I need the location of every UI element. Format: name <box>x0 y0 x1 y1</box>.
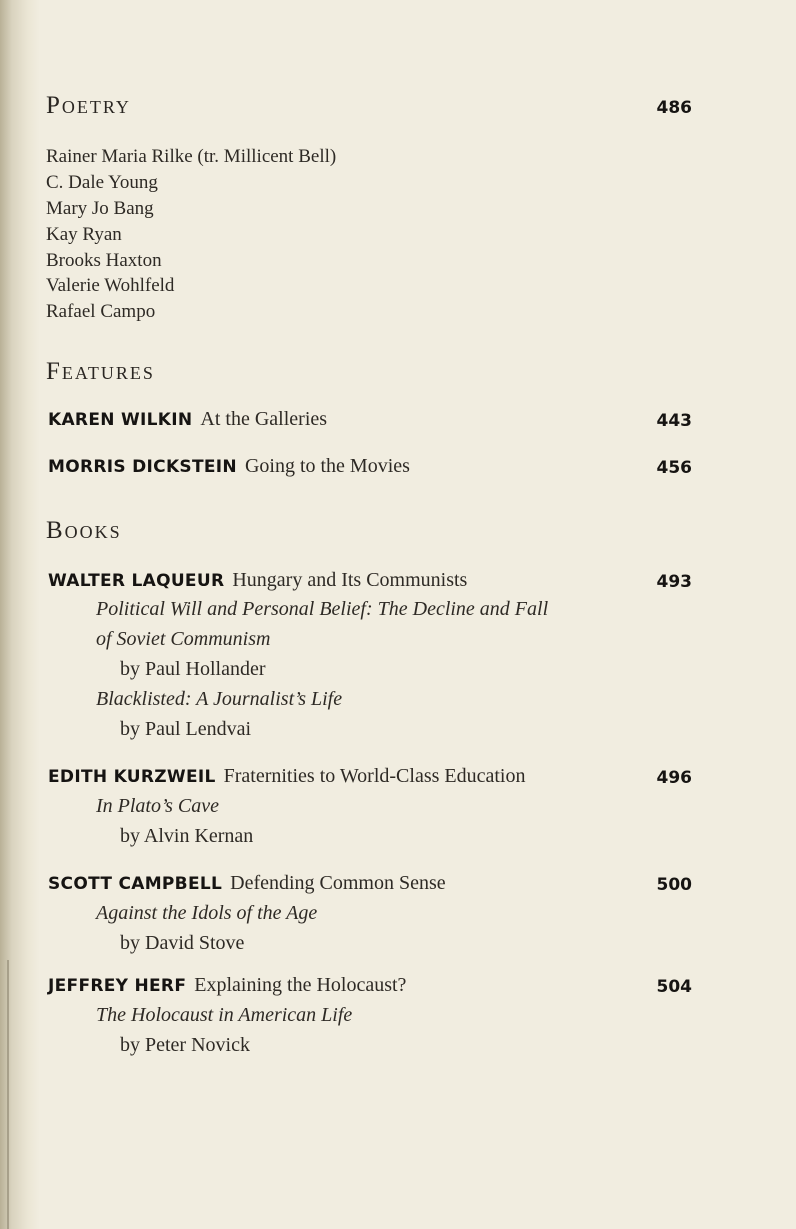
page-number: 493 <box>656 572 692 592</box>
book-author: by Peter Novick <box>120 1034 250 1056</box>
feature-entry <box>48 455 410 478</box>
book-title: of Soviet Communism <box>96 628 271 650</box>
book-review-entry <box>48 765 525 788</box>
poet-name: Kay Ryan <box>46 224 122 245</box>
author-name: KAREN WILKIN <box>48 410 193 430</box>
page-number: 443 <box>656 411 692 431</box>
book-author: by Alvin Kernan <box>120 825 254 847</box>
book-title: The Holocaust in American Life <box>96 1004 353 1026</box>
article-title: Fraternities to World-Class Education <box>223 765 526 787</box>
page-binding-shadow <box>0 0 40 1229</box>
poet-name: Brooks Haxton <box>46 250 162 271</box>
features-heading: Features <box>46 358 155 385</box>
book-author: by Paul Hollander <box>120 658 266 680</box>
poet-name: Valerie Wohlfeld <box>46 275 175 296</box>
feature-entry <box>48 408 327 431</box>
page-number: 504 <box>656 977 692 997</box>
books-heading: Books <box>46 517 122 544</box>
binding-edge <box>7 960 9 1229</box>
page-number: 500 <box>656 875 692 895</box>
book-author: by David Stove <box>120 932 245 954</box>
book-author: by Paul Lendvai <box>120 718 252 740</box>
article-title: Going to the Movies <box>244 455 410 477</box>
book-review-entry <box>48 872 446 895</box>
book-title: Against the Idols of the Age <box>96 902 318 924</box>
poet-name: C. Dale Young <box>46 172 158 193</box>
page-number: 496 <box>656 768 692 788</box>
article-title: At the Galleries <box>200 408 328 430</box>
poet-name: Rafael Campo <box>46 301 156 322</box>
poet-name: Rainer Maria Rilke (tr. Millicent Bell) <box>46 146 337 167</box>
poetry-page-number: 486 <box>656 98 692 118</box>
book-title: Political Will and Personal Belief: The Decline and Fall <box>96 598 549 620</box>
author-name: MORRIS DICKSTEIN <box>48 457 237 477</box>
book-title: In Plato’s Cave <box>96 795 219 817</box>
book-review-entry <box>48 569 467 592</box>
article-title: Explaining the Holocaust? <box>194 974 407 996</box>
author-name: WALTER LAQUEUR <box>48 571 225 591</box>
poet-name: Mary Jo Bang <box>46 198 154 219</box>
book-title: Blacklisted: A Journalist’s Life <box>96 688 343 710</box>
author-name: JEFFREY HERF <box>48 976 187 996</box>
author-name: EDITH KURZWEIL <box>48 767 216 787</box>
article-title: Hungary and Its Communists <box>232 569 468 591</box>
poetry-heading: Poetry <box>46 92 131 119</box>
book-review-entry <box>48 974 406 997</box>
article-title: Defending Common Sense <box>230 872 446 894</box>
page-number: 456 <box>656 458 692 478</box>
author-name: SCOTT CAMPBELL <box>48 874 223 894</box>
